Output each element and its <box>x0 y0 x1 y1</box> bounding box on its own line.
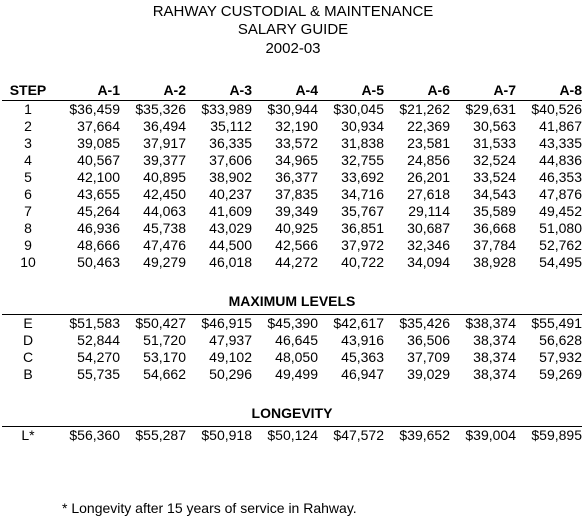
salary-cell: 32,190 <box>275 118 318 134</box>
maximum-levels-heading: MAXIMUM LEVELS <box>228 293 356 309</box>
salary-cell: $47,572 <box>333 427 384 443</box>
salary-cell: 35,767 <box>341 203 384 219</box>
salary-cell: 36,377 <box>275 169 318 185</box>
salary-cell: 37,784 <box>473 237 516 253</box>
row-label: 4 <box>24 152 32 168</box>
salary-cell: 47,476 <box>143 237 186 253</box>
salary-cell: 33,692 <box>341 169 384 185</box>
salary-cell: 40,925 <box>275 220 318 236</box>
salary-cell: $35,426 <box>399 315 450 331</box>
salary-cell: $30,944 <box>267 101 318 117</box>
salary-cell: 30,563 <box>473 118 516 134</box>
table-row <box>2 118 582 135</box>
salary-cell: 37,972 <box>341 237 384 253</box>
row-label: 3 <box>24 135 32 151</box>
salary-cell: $45,390 <box>267 315 318 331</box>
salary-cell: 57,932 <box>539 349 582 365</box>
salary-cell: 55,735 <box>77 366 120 382</box>
table-row <box>2 220 582 237</box>
column-header: A-6 <box>427 82 450 98</box>
salary-cell: 45,264 <box>77 203 120 219</box>
salary-cell: $36,459 <box>69 101 120 117</box>
salary-cell: 37,709 <box>407 349 450 365</box>
salary-cell: 35,589 <box>473 203 516 219</box>
salary-cell: 36,851 <box>341 220 384 236</box>
salary-cell: 46,018 <box>209 254 252 270</box>
salary-cell: 31,533 <box>473 135 516 151</box>
salary-cell: 39,029 <box>407 366 450 382</box>
salary-cell: 38,374 <box>473 349 516 365</box>
salary-cell: 33,524 <box>473 169 516 185</box>
salary-cell: 36,494 <box>143 118 186 134</box>
row-label: 1 <box>24 101 32 117</box>
salary-cell: $50,918 <box>201 427 252 443</box>
document-subtitle: SALARY GUIDE <box>237 21 349 38</box>
salary-cell: 46,645 <box>275 332 318 348</box>
document-title: RAHWAY CUSTODIAL & MAINTENANCE <box>152 3 434 20</box>
salary-cell: 42,100 <box>77 169 120 185</box>
column-header: STEP <box>9 82 47 98</box>
salary-cell: 32,346 <box>407 237 450 253</box>
row-label: 9 <box>24 237 32 253</box>
row-label: 7 <box>24 203 32 219</box>
salary-cell: 37,917 <box>143 135 186 151</box>
header-row <box>2 80 582 100</box>
salary-cell: 42,450 <box>143 186 186 202</box>
salary-cell: 44,272 <box>275 254 318 270</box>
salary-cell: 38,902 <box>209 169 252 185</box>
row-label: 2 <box>24 118 32 134</box>
salary-cell: $59,895 <box>531 427 582 443</box>
salary-cell: 37,606 <box>209 152 252 168</box>
column-header: A-8 <box>559 82 582 98</box>
salary-cell: 32,524 <box>473 152 516 168</box>
salary-cell: 23,581 <box>407 135 450 151</box>
salary-cell: 29,114 <box>408 203 450 219</box>
salary-cell: 34,965 <box>275 152 318 168</box>
salary-cell: 44,063 <box>143 203 186 219</box>
salary-cell: 36,668 <box>473 220 516 236</box>
table-row <box>2 135 582 152</box>
footnote: * Longevity after 15 years of service in Rahway. <box>62 500 357 516</box>
salary-cell: $39,652 <box>399 427 450 443</box>
salary-cell: 40,237 <box>209 186 252 202</box>
salary-cell: 38,374 <box>473 332 516 348</box>
table-row <box>2 427 582 445</box>
salary-cell: 49,279 <box>143 254 186 270</box>
salary-cell: 43,916 <box>341 332 384 348</box>
salary-cell: 47,937 <box>209 332 252 348</box>
salary-table <box>2 80 582 444</box>
salary-cell: 30,934 <box>341 118 384 134</box>
table-row <box>2 152 582 169</box>
salary-cell: 39,349 <box>275 203 318 219</box>
table-row <box>2 186 582 203</box>
table-row <box>2 169 582 186</box>
salary-cell: $55,287 <box>135 427 186 443</box>
salary-cell: 34,543 <box>473 186 516 202</box>
salary-cell: 40,567 <box>77 152 120 168</box>
salary-cell: 31,838 <box>341 135 384 151</box>
salary-cell: $55,491 <box>531 315 582 331</box>
salary-cell: 56,628 <box>539 332 582 348</box>
salary-cell: 40,722 <box>341 254 384 270</box>
salary-cell: 35,112 <box>210 118 252 134</box>
salary-cell: $40,526 <box>531 101 582 117</box>
longevity-heading-section <box>2 383 582 427</box>
steps-section <box>2 101 582 272</box>
maximum-levels-section <box>2 315 582 384</box>
salary-cell: 27,618 <box>407 186 450 202</box>
salary-cell: 45,363 <box>341 349 384 365</box>
maximum-levels-heading-section <box>2 271 582 315</box>
salary-cell: $21,262 <box>399 101 450 117</box>
row-label: B <box>23 366 33 382</box>
salary-cell: 45,738 <box>143 220 186 236</box>
salary-cell: 49,102 <box>209 349 252 365</box>
table-row <box>2 237 582 254</box>
salary-cell: 33,572 <box>275 135 318 151</box>
salary-cell: 59,269 <box>539 366 582 382</box>
salary-cell: 52,762 <box>539 237 582 253</box>
salary-cell: 49,499 <box>275 366 318 382</box>
salary-cell: 54,495 <box>539 254 582 270</box>
row-label: E <box>23 315 33 331</box>
table-row <box>2 332 582 349</box>
salary-cell: $29,631 <box>465 101 516 117</box>
salary-cell: 42,566 <box>275 237 318 253</box>
salary-cell: 46,353 <box>539 169 582 185</box>
salary-cell: 37,835 <box>275 186 318 202</box>
row-label: 6 <box>24 186 32 202</box>
salary-cell: 36,335 <box>209 135 252 151</box>
column-header: A-5 <box>361 82 384 98</box>
salary-cell: 34,094 <box>407 254 450 270</box>
column-header: A-3 <box>229 82 252 98</box>
table-row <box>2 349 582 366</box>
salary-cell: 49,452 <box>539 203 582 219</box>
salary-cell: 37,664 <box>77 118 120 134</box>
salary-cell: 39,085 <box>77 135 120 151</box>
column-header: A-7 <box>493 82 516 98</box>
salary-cell: $46,915 <box>201 315 252 331</box>
salary-cell: $35,326 <box>135 101 186 117</box>
salary-cell: $56,360 <box>69 427 120 443</box>
salary-cell: 43,335 <box>539 135 582 151</box>
salary-cell: $30,045 <box>333 101 384 117</box>
salary-cell: $38,374 <box>465 315 516 331</box>
salary-cell: $50,124 <box>267 427 318 443</box>
salary-cell: 38,374 <box>473 366 516 382</box>
table-row <box>2 254 582 271</box>
salary-cell: 41,609 <box>209 203 252 219</box>
salary-cell: 30,687 <box>407 220 450 236</box>
table-row <box>2 366 582 383</box>
row-label: 10 <box>20 254 36 270</box>
salary-cell: 43,029 <box>209 220 252 236</box>
column-header: A-4 <box>295 82 318 98</box>
document-year: 2002-03 <box>265 40 321 57</box>
salary-cell: $33,989 <box>201 101 252 117</box>
salary-cell: 36,506 <box>407 332 450 348</box>
salary-cell: 43,655 <box>77 186 120 202</box>
salary-cell: $42,617 <box>333 315 384 331</box>
salary-cell: 51,720 <box>143 332 186 348</box>
salary-cell: 41,867 <box>539 118 582 134</box>
salary-cell: 48,050 <box>275 349 318 365</box>
salary-cell: 32,755 <box>341 152 384 168</box>
salary-cell: 51,080 <box>539 220 582 236</box>
salary-cell: 52,844 <box>77 332 120 348</box>
salary-cell: 24,856 <box>407 152 450 168</box>
salary-cell: 40,895 <box>143 169 186 185</box>
row-label: D <box>22 332 34 348</box>
row-label: C <box>22 349 34 365</box>
salary-cell: 26,201 <box>407 169 450 185</box>
salary-cell: 46,947 <box>341 366 384 382</box>
salary-cell: 39,377 <box>143 152 186 168</box>
column-header: A-2 <box>163 82 186 98</box>
salary-cell: 54,662 <box>143 366 186 382</box>
salary-cell: 48,666 <box>77 237 120 253</box>
column-header: A-1 <box>97 82 120 98</box>
salary-cell: 44,500 <box>209 237 252 253</box>
table-row <box>2 101 582 119</box>
salary-cell: 54,270 <box>77 349 120 365</box>
salary-cell: 50,296 <box>209 366 252 382</box>
salary-cell: $50,427 <box>135 315 186 331</box>
salary-cell: 46,936 <box>77 220 120 236</box>
row-label: 8 <box>24 220 32 236</box>
salary-cell: 47,876 <box>539 186 582 202</box>
row-label: 5 <box>24 169 32 185</box>
longevity-section <box>2 427 582 445</box>
salary-cell: 34,716 <box>341 186 384 202</box>
salary-cell: 50,463 <box>77 254 120 270</box>
longevity-heading: LONGEVITY <box>251 405 333 421</box>
table-row <box>2 315 582 333</box>
salary-cell: $39,004 <box>465 427 516 443</box>
row-label: L* <box>21 427 35 443</box>
salary-cell: 44,836 <box>539 152 582 168</box>
salary-cell: $51,583 <box>69 315 120 331</box>
salary-cell: 38,928 <box>473 254 516 270</box>
salary-cell: 53,170 <box>143 349 186 365</box>
table-row <box>2 203 582 220</box>
salary-cell: 22,369 <box>407 118 450 134</box>
